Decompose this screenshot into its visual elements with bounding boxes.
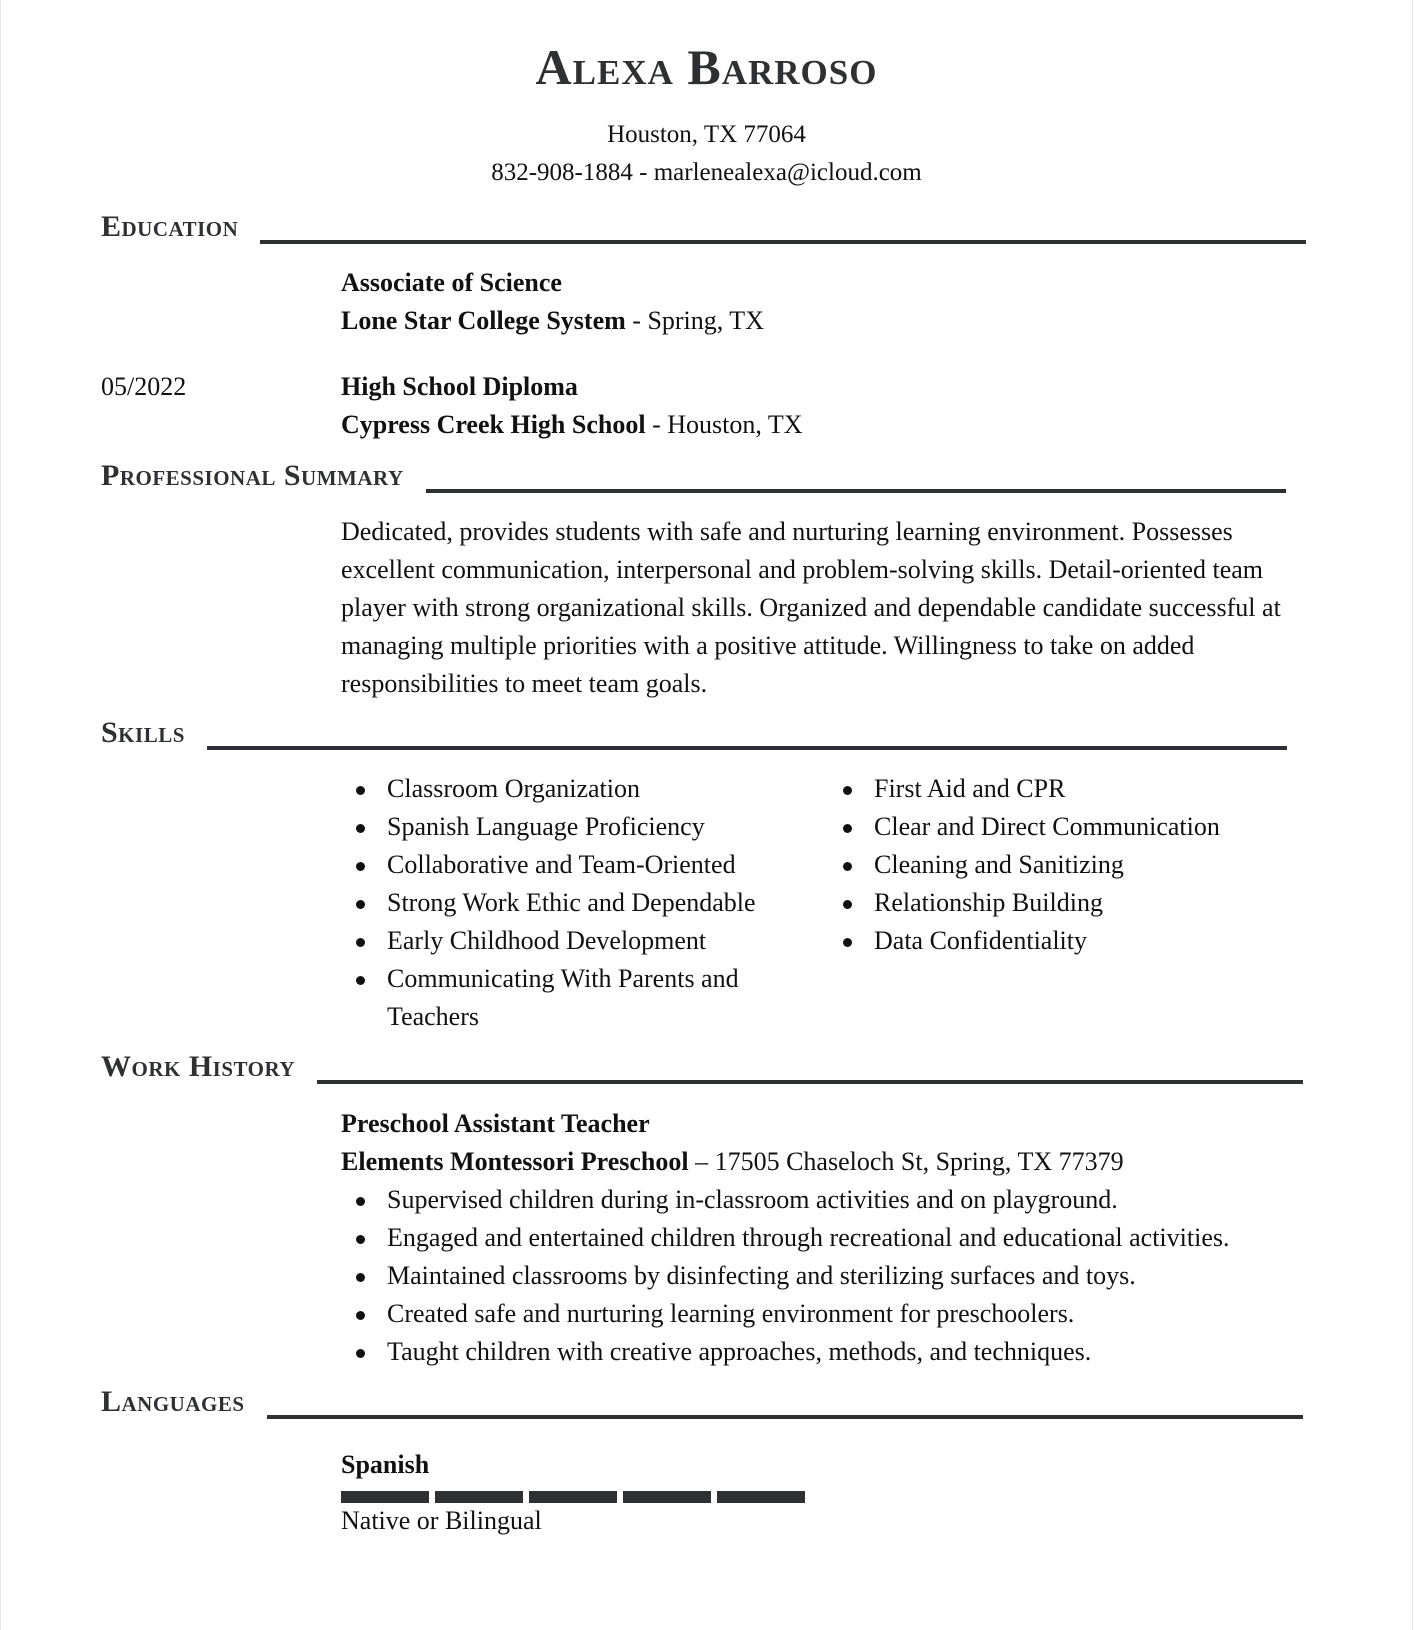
school-location: - Spring, TX xyxy=(625,306,764,335)
employer: Elements Montessori Preschool xyxy=(341,1147,689,1176)
work-bullet: Maintained classrooms by disinfecting and sterilizing surfaces and toys. xyxy=(341,1257,1341,1295)
proficiency-segment xyxy=(529,1491,617,1503)
education-heading xyxy=(101,212,1306,242)
skill-item: First Aid and CPR xyxy=(828,770,1308,808)
section-rule xyxy=(317,1080,1303,1084)
section-rule xyxy=(207,746,1287,750)
skill-item: Strong Work Ethic and Dependable xyxy=(341,884,801,922)
skills-heading xyxy=(101,718,1287,748)
skills-column-left xyxy=(341,770,801,1036)
skill-item: Relationship Building xyxy=(828,884,1308,922)
language-level: Native or Bilingual xyxy=(341,1506,542,1535)
school-location: - Houston, TX xyxy=(645,410,803,439)
skill-item: Clear and Direct Communication xyxy=(828,808,1308,846)
language-name: Spanish xyxy=(341,1450,430,1479)
education-entry-1 xyxy=(341,264,764,340)
work-bullet: Taught children with creative approaches, methods, and techniques. xyxy=(341,1333,1341,1371)
work-bullet: Engaged and entertained children through recreational and educational activities. xyxy=(341,1219,1341,1257)
section-title: Skills xyxy=(101,716,185,749)
work-heading xyxy=(101,1052,1303,1082)
job-title: Preschool Assistant Teacher xyxy=(341,1109,650,1138)
location-line: Houston, TX 77064 xyxy=(607,121,806,148)
contact-line: 832-908-1884 - marlenealexa@icloud.com xyxy=(491,159,922,186)
work-entry xyxy=(341,1105,1341,1371)
school: Cypress Creek High School xyxy=(341,410,646,439)
languages-heading xyxy=(101,1387,1303,1417)
section-title: Professional Summary xyxy=(101,459,404,492)
work-bullet: Created safe and nurturing learning environment for preschoolers. xyxy=(341,1295,1341,1333)
skills-column-right xyxy=(828,770,1308,960)
work-bullet: Supervised children during in-classroom activities and on playground. xyxy=(341,1181,1341,1219)
skill-item: Cleaning and Sanitizing xyxy=(828,846,1308,884)
proficiency-segment xyxy=(717,1491,805,1503)
proficiency-segment xyxy=(623,1491,711,1503)
school: Lone Star College System xyxy=(341,306,626,335)
summary-text: Dedicated, provides students with safe and nurturing learning environment. Possesses excellent communication, interpersonal and problem-solving skills. Detail-oriented team player with strong organizational skills. Organized and dependable candidate successful at managing multiple priorities with a positive attitude. Willingness to take on added responsibilities to meet team goals. xyxy=(341,517,1281,698)
candidate-name: Alexa Barroso xyxy=(535,39,878,95)
skill-item: Early Childhood Development xyxy=(341,922,801,960)
section-title: Education xyxy=(101,210,239,243)
section-rule xyxy=(426,489,1286,493)
degree: Associate of Science xyxy=(341,268,562,297)
section-title: Languages xyxy=(101,1385,245,1418)
summary-heading xyxy=(101,461,1286,491)
skill-item: Communicating With Parents and Teachers xyxy=(341,960,777,1036)
skill-item: Collaborative and Team-Oriented xyxy=(341,846,801,884)
employer-address: – 17505 Chaseloch St, Spring, TX 77379 xyxy=(688,1147,1124,1176)
degree: High School Diploma xyxy=(341,372,578,401)
skill-item: Spanish Language Proficiency xyxy=(341,808,801,846)
education-entry-2 xyxy=(341,368,803,444)
skill-item: Classroom Organization xyxy=(341,770,801,808)
skill-item: Data Confidentiality xyxy=(828,922,1308,960)
education-date: 05/2022 xyxy=(101,372,187,401)
section-rule xyxy=(260,240,1306,244)
section-title: Work History xyxy=(101,1050,296,1083)
section-rule xyxy=(267,1415,1303,1419)
